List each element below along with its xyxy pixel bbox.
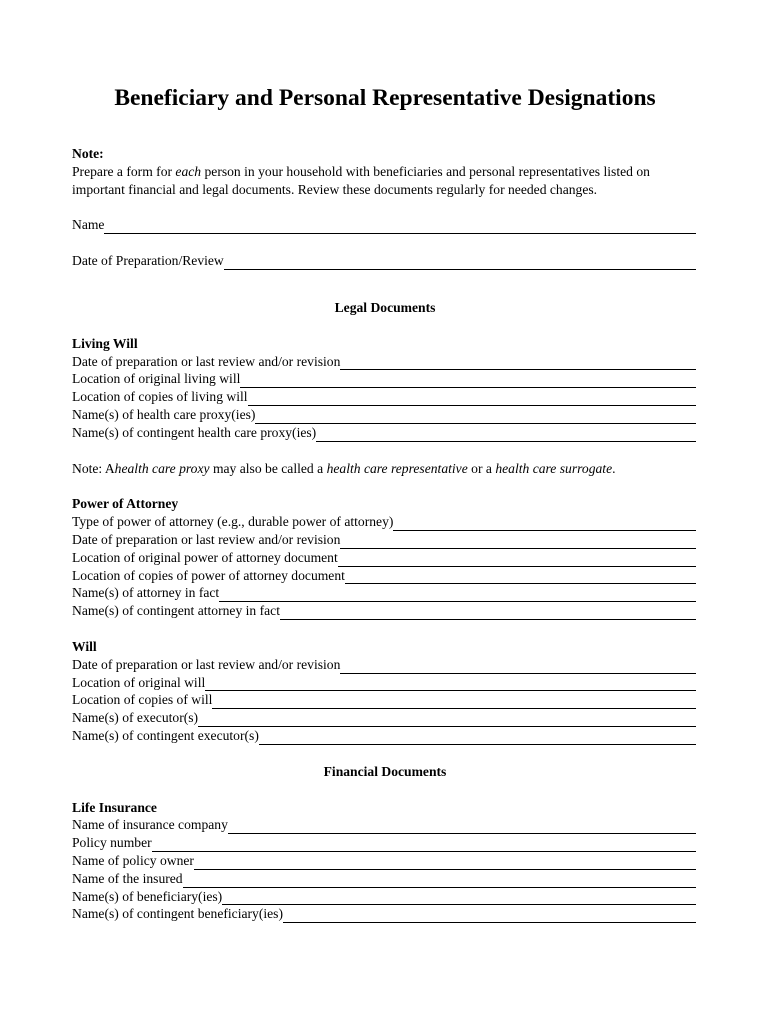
field-blank[interactable] — [240, 375, 696, 388]
field-label: Name(s) of contingent executor(s) — [72, 727, 259, 743]
legal-documents-heading: Legal Documents — [334, 299, 436, 315]
will-field[interactable] — [72, 674, 698, 692]
note-text-part: Prepare a form for — [72, 163, 176, 179]
field-label: Date of preparation or last review and/or revision — [72, 353, 341, 369]
poa-heading: Power of Attorney — [72, 496, 179, 512]
life-insurance-field[interactable] — [72, 834, 698, 852]
field-blank[interactable] — [228, 821, 696, 834]
field-blank[interactable] — [283, 910, 696, 923]
field-label: Name(s) of executor(s) — [72, 710, 199, 726]
poa-field[interactable] — [72, 549, 698, 567]
name-blank[interactable] — [104, 221, 696, 234]
field-label: Name(s) of contingent beneficiary(ies) — [72, 906, 283, 922]
date-prep-label: Date of Preparation/Review — [72, 253, 224, 269]
field-blank[interactable] — [345, 571, 696, 584]
poa-field[interactable] — [72, 531, 698, 549]
field-label: Name(s) of attorney in fact — [72, 585, 220, 601]
field-label: Location of original will — [72, 674, 206, 690]
field-blank[interactable] — [280, 607, 696, 620]
life-insurance-field[interactable] — [72, 852, 698, 870]
financial-documents-heading: Financial Documents — [323, 763, 447, 779]
date-prep-field[interactable] — [72, 252, 698, 270]
form-content — [72, 145, 698, 923]
field-blank[interactable] — [316, 429, 696, 442]
will-field[interactable] — [72, 709, 698, 727]
field-blank[interactable] — [248, 393, 696, 406]
life-insurance-field[interactable] — [72, 888, 698, 906]
field-blank[interactable] — [255, 411, 696, 424]
field-label: Name(s) of health care proxy(ies) — [72, 406, 256, 422]
field-blank[interactable] — [393, 518, 696, 531]
field-label: Name(s) of beneficiary(ies) — [72, 888, 223, 904]
field-label: Name of insurance company — [72, 817, 228, 833]
poa-field[interactable] — [72, 567, 698, 585]
field-blank[interactable] — [219, 589, 696, 602]
proxy-note-text: or a — [467, 460, 496, 476]
note-text — [72, 163, 698, 199]
field-label: Name of policy owner — [72, 852, 194, 868]
field-blank[interactable] — [340, 357, 696, 370]
field-label: Date of preparation or last review and/or revision — [72, 531, 341, 547]
living-will-field[interactable] — [72, 388, 698, 406]
living-will-field[interactable] — [72, 353, 698, 371]
field-label: Date of preparation or last review and/or revision — [72, 656, 341, 672]
field-label: Location of original power of attorney document — [72, 549, 338, 565]
field-label: Location of original living will — [72, 371, 241, 387]
field-blank[interactable] — [340, 536, 696, 549]
name-field[interactable] — [72, 216, 698, 234]
field-blank[interactable] — [194, 857, 696, 870]
living-will-field[interactable] — [72, 406, 698, 424]
field-label: Location of copies of will — [72, 692, 213, 708]
poa-field[interactable] — [72, 602, 698, 620]
note-text-part: person in your household with beneficiaries and personal representatives listed on important financial and legal documents. Review these documents regularly for needed changes. — [72, 163, 650, 197]
will-heading: Will — [72, 638, 97, 654]
will-field[interactable] — [72, 691, 698, 709]
field-label: Policy number — [72, 835, 152, 851]
living-will-field[interactable] — [72, 370, 698, 388]
proxy-note-emphasis: health care representative — [326, 460, 468, 476]
living-will-heading: Living Will — [72, 335, 138, 351]
field-blank[interactable] — [205, 678, 696, 691]
field-blank[interactable] — [198, 714, 696, 727]
field-label: Name of the insured — [72, 870, 183, 886]
poa-field[interactable] — [72, 513, 698, 531]
life-insurance-field[interactable] — [72, 816, 698, 834]
proxy-note-emphasis: health care surrogate — [495, 460, 613, 476]
field-blank[interactable] — [340, 661, 696, 674]
proxy-note — [72, 460, 698, 478]
field-blank[interactable] — [212, 696, 696, 709]
field-label: Name(s) of contingent health care proxy(ies) — [72, 424, 317, 440]
note-emphasis: each — [175, 163, 202, 179]
field-blank[interactable] — [338, 554, 696, 567]
life-insurance-field[interactable] — [72, 905, 698, 923]
name-label: Name — [72, 217, 105, 233]
poa-field[interactable] — [72, 584, 698, 602]
page-title: Beneficiary and Personal Representative Designations — [114, 85, 656, 111]
living-will-field[interactable] — [72, 424, 698, 442]
field-blank[interactable] — [259, 732, 696, 745]
note-label: Note: — [72, 146, 104, 161]
proxy-note-text: Note: A — [72, 460, 115, 476]
life-insurance-heading: Life Insurance — [72, 799, 157, 815]
field-label: Name(s) of contingent attorney in fact — [72, 603, 280, 619]
date-prep-blank[interactable] — [224, 257, 696, 270]
field-label: Location of copies of living will — [72, 389, 248, 405]
life-insurance-field[interactable] — [72, 870, 698, 888]
proxy-note-text: may also be called a — [209, 460, 327, 476]
field-blank[interactable] — [152, 839, 696, 852]
field-blank[interactable] — [183, 875, 696, 888]
proxy-note-emphasis: health care proxy — [114, 460, 210, 476]
proxy-note-text: . — [612, 460, 616, 476]
field-label: Type of power of attorney (e.g., durable power of attorney) — [72, 514, 394, 530]
field-label: Location of copies of power of attorney document — [72, 567, 345, 583]
will-field[interactable] — [72, 727, 698, 745]
field-blank[interactable] — [222, 892, 696, 905]
will-field[interactable] — [72, 656, 698, 674]
